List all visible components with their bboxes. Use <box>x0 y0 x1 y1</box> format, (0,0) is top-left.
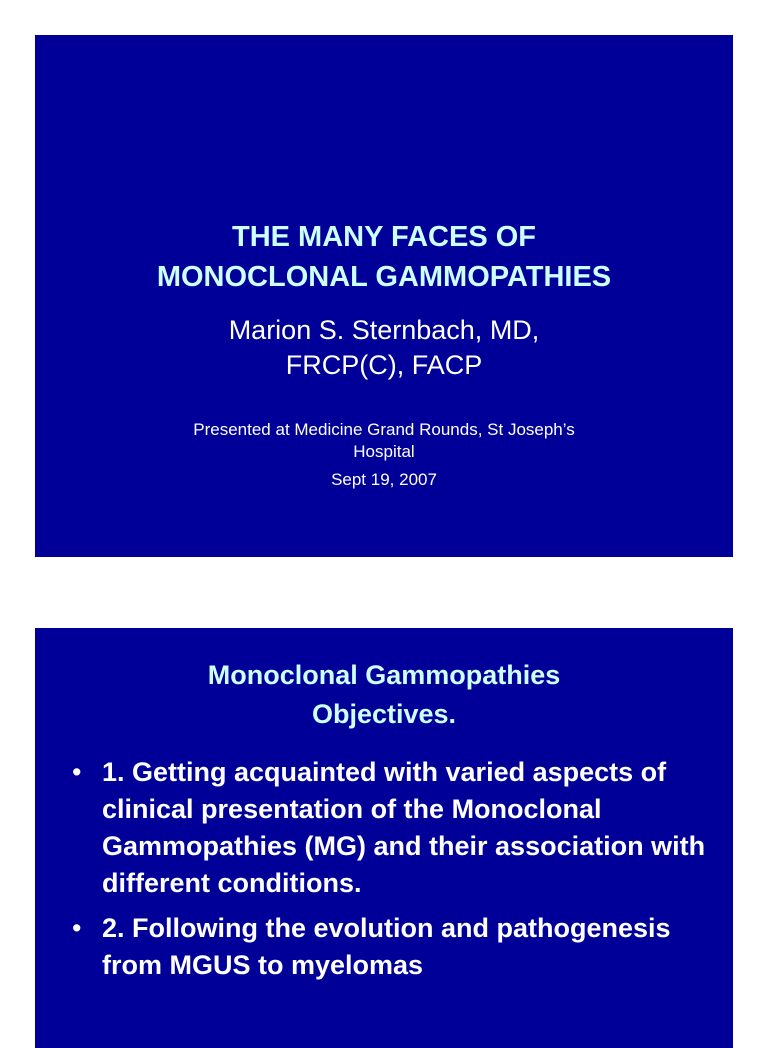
objective-text: 1. Getting acquainted with varied aspects of clinical presentation of the Monoclonal Gammopathies (MG) and their association with different conditions. <box>102 757 706 898</box>
presented-line-2: Hospital <box>353 442 415 461</box>
bullet-marker: • <box>72 757 82 787</box>
objectives-slide <box>35 628 733 1048</box>
author-credentials: FRCP(C), FACP <box>285 350 483 380</box>
title-slide <box>35 35 733 557</box>
objectives-title-line-2: Objectives. <box>311 699 457 729</box>
presentation-title <box>35 217 733 297</box>
presented-at <box>35 419 733 463</box>
author-block <box>35 313 733 383</box>
objective-text: 2. Following the evolution and pathogenesis from MGUS to myelomas <box>102 913 671 980</box>
title-line-1: THE MANY FACES OF <box>232 221 536 253</box>
title-line-2: MONOCLONAL GAMMOPATHIES <box>156 261 612 293</box>
author-name: Marion S. Sternbach, MD, <box>228 315 540 345</box>
bullet-marker: • <box>72 913 82 943</box>
objectives-title-line-1: Monoclonal Gammopathies <box>207 660 561 690</box>
objective-item <box>72 754 712 902</box>
objectives-list <box>72 754 712 992</box>
objectives-title <box>35 656 733 734</box>
presentation-date: Sept 19, 2007 <box>331 470 437 489</box>
presented-line-1: Presented at Medicine Grand Rounds, St Joseph’s <box>193 420 575 439</box>
objective-item <box>72 910 712 984</box>
